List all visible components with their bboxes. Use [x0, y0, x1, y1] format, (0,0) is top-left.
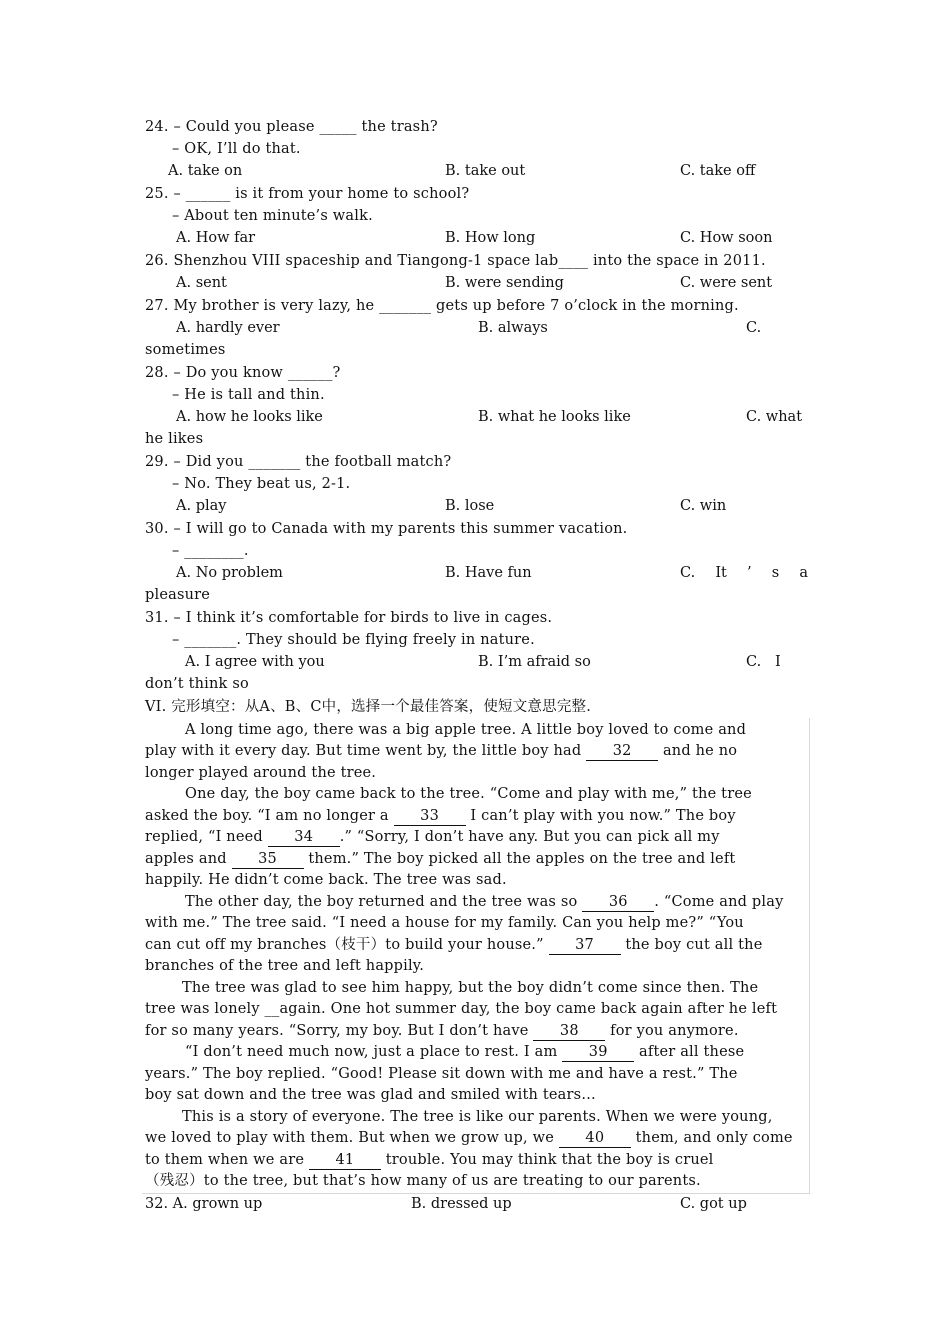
question-30-stem: 30. – I will go to Canada with my parents this summer vacation.: [145, 521, 628, 537]
blank-34: 34: [268, 828, 340, 847]
question-27-option-c-text: sometimes: [145, 342, 226, 358]
question-28-stem: 28. – Do you know ______?: [145, 365, 341, 381]
question-29-stem: 29. – Did you _______ the football match?: [145, 454, 452, 470]
question-29-option-c: C. win: [680, 498, 727, 514]
question-25-option-b: B. How long: [445, 230, 536, 246]
passage-line: to them when we are 41 trouble. You may think that the boy is cruel: [145, 1152, 714, 1168]
question-27-stem: 27. My brother is very lazy, he _______ gets up before 7 o’clock in the morning.: [145, 298, 739, 314]
question-24-reply: – OK, I’ll do that.: [172, 141, 301, 157]
passage-line: longer played around the tree.: [145, 765, 377, 781]
question-28-reply: – He is tall and thin.: [172, 387, 325, 403]
question-26-option-c: C. were sent: [680, 275, 773, 291]
question-24-option-b: B. take out: [445, 163, 526, 179]
question-30-option-c: C. It ’ s a: [680, 565, 808, 581]
question-31-reply: – _______. They should be flying freely in nature.: [172, 632, 535, 648]
blank-33: 33: [394, 807, 466, 826]
passage-line: happily. He didn’t come back. The tree was sad.: [145, 872, 507, 888]
question-32-option-c: C. got up: [680, 1196, 747, 1212]
question-27-option-b: B. always: [478, 320, 548, 336]
question-30-option-a: A. No problem: [176, 565, 283, 581]
question-25-option-a: A. How far: [176, 230, 256, 246]
passage-line: apples and 35 them.” The boy picked all the apples on the tree and left: [145, 851, 736, 867]
question-26-option-a: A. sent: [176, 275, 227, 291]
blank-39: 39: [562, 1043, 634, 1062]
question-32-option-b: B. dressed up: [411, 1196, 512, 1212]
question-30-option-b: B. Have fun: [445, 565, 532, 581]
blank-36: 36: [582, 893, 654, 912]
question-29-option-b: B. lose: [445, 498, 495, 514]
passage-line: years.” The boy replied. “Good! Please sit down with me and have a rest.” The: [145, 1066, 738, 1082]
blank-40: 40: [559, 1129, 631, 1148]
question-25-reply: – About ten minute’s walk.: [172, 208, 373, 224]
passage-line: A long time ago, there was a big apple tree. A little boy loved to come and: [185, 722, 747, 738]
question-31-option-c-text: don’t think so: [145, 676, 249, 692]
blank-32: 32: [586, 742, 658, 761]
question-24-stem: 24. – Could you please _____ the trash?: [145, 119, 438, 135]
question-28-option-b: B. what he looks like: [478, 409, 631, 425]
passage-line: The other day, the boy returned and the tree was so 36 . “Come and play: [185, 894, 784, 910]
question-30-option-c-text: pleasure: [145, 587, 211, 603]
passage-line: （残忍）to the tree, but that’s how many of us are treating to our parents.: [145, 1173, 701, 1189]
question-31-option-c: C. I: [746, 654, 781, 670]
question-26-stem: 26. Shenzhou VIII spaceship and Tiangong-1 space lab____ into the space in 2011.: [145, 253, 766, 269]
question-27-option-a: A. hardly ever: [176, 320, 280, 336]
question-27-option-c: C.: [746, 320, 762, 336]
question-30-reply: – ________.: [172, 543, 249, 559]
passage-line: can cut off my branches（枝干）to build your house.” 37 the boy cut all the: [145, 937, 763, 953]
question-25-option-c: C. How soon: [680, 230, 773, 246]
passage-line: This is a story of everyone. The tree is like our parents. When we were young,: [182, 1109, 773, 1125]
question-28-option-c-text: he likes: [145, 431, 204, 447]
question-25-stem: 25. – ______ is it from your home to school?: [145, 186, 470, 202]
question-24-option-a: A. take on: [168, 163, 243, 179]
question-28-option-a: A. how he looks like: [176, 409, 323, 425]
question-31-option-a: A. I agree with you: [185, 654, 325, 670]
blank-41: 41: [309, 1151, 381, 1170]
question-29-reply: – No. They beat us, 2-1.: [172, 476, 351, 492]
passage-line: for so many years. “Sorry, my boy. But I don’t have 38 for you anymore.: [145, 1023, 739, 1039]
question-29-option-a: A. play: [176, 498, 227, 514]
question-31-stem: 31. – I think it’s comfortable for birds to live in cages.: [145, 610, 553, 626]
passage-line: play with it every day. But time went by, the little boy had 32 and he no: [145, 743, 738, 759]
question-24-option-c: C. take off: [680, 163, 756, 179]
section-vi-heading: VI. 完形填空：从A、B、C中，选择一个最佳答案，使短文意思完整.: [145, 699, 592, 715]
passage-line: we loved to play with them. But when we grow up, we 40 them, and only come: [145, 1130, 793, 1146]
blank-37: 37: [549, 936, 621, 955]
question-32-option-a: 32. A. grown up: [145, 1196, 263, 1212]
passage-line: asked the boy. “I am no longer a 33 I can’t play with you now.” The boy: [145, 808, 736, 824]
passage-line: One day, the boy came back to the tree. “Come and play with me,” the tree: [185, 786, 752, 802]
passage-line: branches of the tree and left happily.: [145, 958, 425, 974]
passage-line: The tree was glad to see him happy, but the boy didn’t come since then. The: [182, 980, 759, 996]
passage-line: tree was lonely __again. One hot summer day, the boy came back again after he left: [145, 1001, 778, 1017]
blank-35: 35: [232, 850, 304, 869]
passage-line: boy sat down and the tree was glad and smiled with tears…: [145, 1087, 596, 1103]
passage-line: replied, “I need 34 .” “Sorry, I don’t have any. But you can pick all my: [145, 829, 720, 845]
question-31-option-b: B. I’m afraid so: [478, 654, 591, 670]
passage-line: “I don’t need much now, just a place to rest. I am 39 after all these: [185, 1044, 745, 1060]
question-26-option-b: B. were sending: [445, 275, 564, 291]
question-28-option-c: C. what: [746, 409, 803, 425]
passage-line: with me.” The tree said. “I need a house for my family. Can you help me?” “You: [145, 915, 744, 931]
blank-38: 38: [533, 1022, 605, 1041]
